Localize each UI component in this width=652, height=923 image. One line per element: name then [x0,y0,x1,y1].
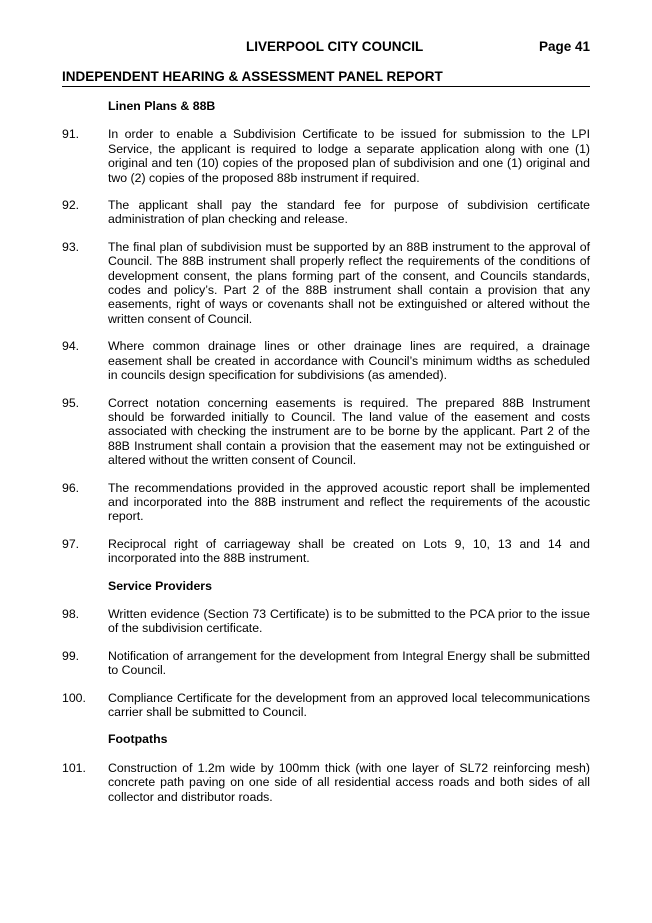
condition-number: 97. [62,536,80,551]
condition-item [62,339,590,382]
condition-text: Correct notation concerning easements is required. The prepared 88B Instrument should be forwarded initially to Council. The land value of the easement and costs associated with checking the instrument are to be borne by the applicant. Part 2 of the 88B Instrument shall contain a provision that the easement may not be extinguished or altered without the written consent of Council. [108,395,590,468]
section-heading-footpaths: Footpaths [108,732,168,747]
condition-text: The final plan of subdivision must be supported by an 88B instrument to the approval of Council. The 88B instrument shall properly reflect the requirements of the conditions of development consent, the plans forming part of the consent, and Councils standards, codes and policy’s. Part 2 of the 88B instrument shall contain a provision that any easements, right of ways or covenants shall not be extinguished or altered without the written consent of Council. [108,239,590,326]
section-heading-linen-plans: Linen Plans & 88B [108,99,216,113]
document-body [62,99,590,817]
condition-text: Compliance Certificate for the development from an approved local telecommunications carrier shall be submitted to Council. [108,690,590,719]
condition-item [62,761,590,804]
condition-text: The applicant shall pay the standard fee for purpose of subdivision certificate administration of plan checking and release. [108,198,590,227]
header-divider [62,86,590,87]
condition-number: 92. [62,198,80,213]
condition-number: 101. [62,760,86,775]
condition-text: In order to enable a Subdivision Certificate to be issued for submission to the LPI Service, the applicant is required to lodge a separate application along with one (1) original and ten (10) copies of the proposed plan of subdivision and one (1) original and two (2) copies of the proposed 88b instrument if required. [108,127,590,185]
condition-text: Where common drainage lines or other drainage lines are required, a drainage easement shall be created in accordance with Council’s minimum widths as scheduled in councils design specification for subdivisions (as amended). [108,339,590,383]
condition-text: Reciprocal right of carriageway shall be created on Lots 9, 10, 13 and 14 and incorporated into the 88B instrument. [108,536,590,566]
condition-text: The recommendations provided in the approved acoustic report shall be implemented and incorporated into the 88B instrument and reflect the requirements of the acoustic report. [108,480,590,524]
condition-number: 95. [62,395,80,410]
section-heading-service-providers: Service Providers [108,578,212,593]
condition-text: Construction of 1.2m wide by 100mm thick (with one layer of SL72 reinforcing mesh) concrete path paving on one side of all residential access roads and both sides of all collector and distributor roads. [108,760,590,804]
condition-item [62,691,590,720]
condition-number: 94. [62,339,80,354]
condition-item [62,649,590,678]
condition-item [62,481,590,524]
condition-number: 96. [62,480,80,495]
condition-item [62,240,590,326]
report-title: INDEPENDENT HEARING & ASSESSMENT PANEL REPORT [62,69,443,84]
condition-item [62,607,590,636]
condition-text: Notification of arrangement for the development from Integral Energy shall be submitted to Council. [108,648,590,678]
condition-item [62,537,590,566]
condition-number: 91. [62,127,80,142]
condition-number: 93. [62,239,80,254]
condition-number: 99. [62,648,80,663]
condition-item [62,198,590,227]
condition-item [62,396,590,468]
condition-text: Written evidence (Section 73 Certificate) is to be submitted to the PCA prior to the issue of the subdivision certificate. [108,606,590,636]
condition-number: 100. [62,690,86,705]
council-name: LIVERPOOL CITY COUNCIL [246,39,424,54]
condition-item [62,127,590,185]
condition-number: 98. [62,606,80,621]
page-number: Page 41 [538,39,590,54]
